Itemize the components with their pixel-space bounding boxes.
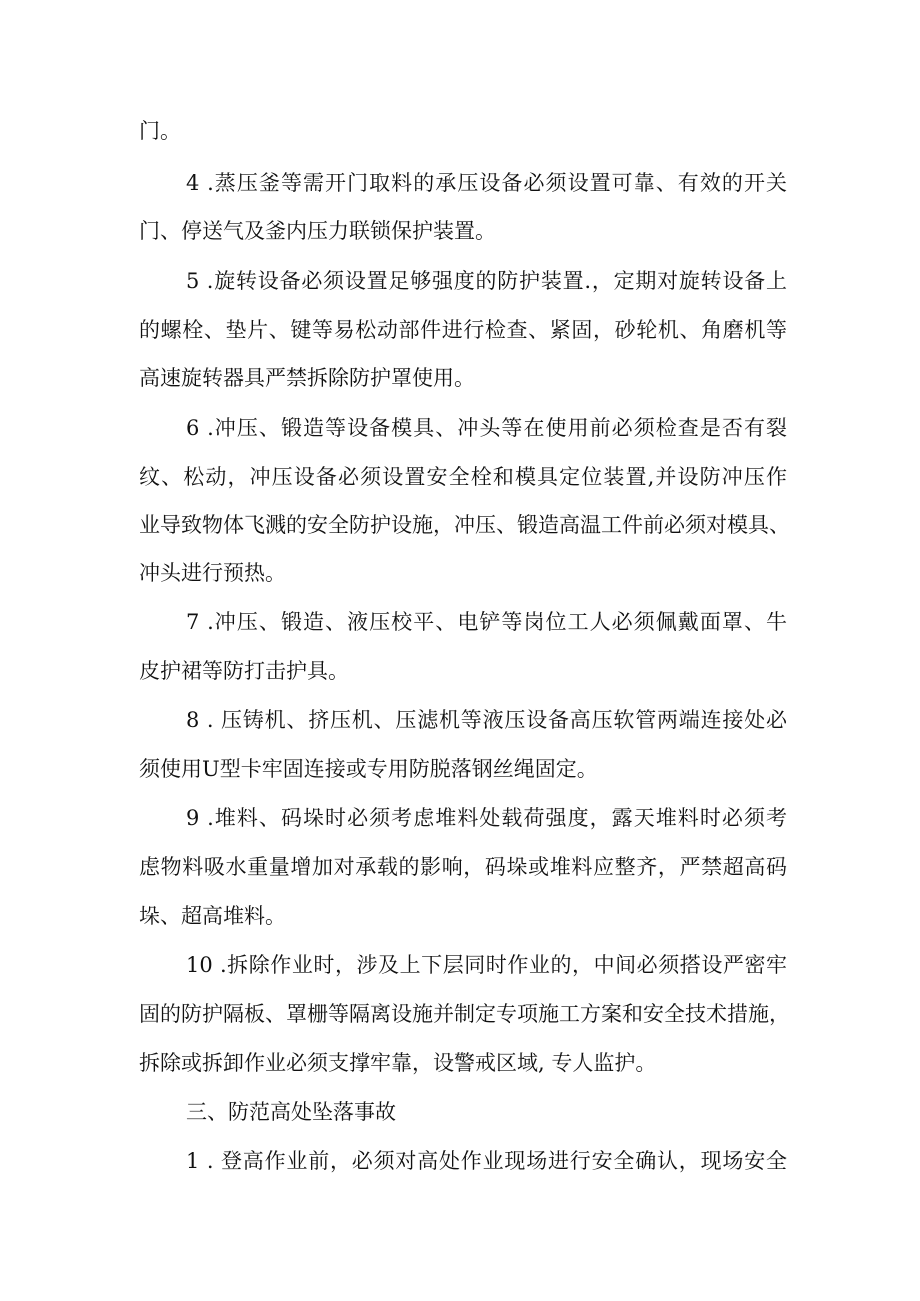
paragraph-line: 须使用U型卡牢固连接或专用防脱落钢丝绳固定。: [139, 757, 598, 781]
paragraph-line: 垛、超高堆料。: [139, 904, 286, 928]
paragraph-line: 7 .冲压、锻造、液压校平、电铲等岗位工人必须佩戴面罩、牛: [186, 610, 787, 634]
paragraph-line: 门。: [139, 119, 181, 143]
paragraph-line: 5 .旋转设备必须设置足够强度的防护装置.，定期对旋转设备上: [186, 269, 787, 293]
paragraph-line: 1 . 登高作业前，必须对高处作业现场进行安全确认，现场安全: [186, 1149, 787, 1173]
paragraph-line: 虑物料吸水重量增加对承载的影响，码垛或堆料应整齐，严禁超高码: [139, 855, 787, 879]
paragraph-line: 皮护裙等防打击护具。: [139, 659, 349, 683]
paragraph-line: 9 .堆料、码垛时必须考虑堆料处载荷强度，露天堆料时必须考: [186, 806, 787, 830]
paragraph-line: 门、停送气及釜内压力联锁保护装置。: [139, 219, 496, 243]
paragraph-line: 业导致物体飞溅的安全防护设施，冲压、锻造高温工件前必须对模具、: [139, 513, 790, 537]
paragraph-line: 固的防护隔板、罩栅等隔离设施并制定专项施工方案和安全技术措施，: [139, 1002, 790, 1026]
paragraph-line: 8 . 压铸机、挤压机、压滤机等液压设备高压软管两端连接处必: [186, 708, 787, 732]
section-heading: 三、防范高处坠落事故: [186, 1100, 396, 1124]
paragraph-line: 纹、松动，冲压设备必须设置安全栓和模具定位装置,并设防冲压作: [139, 465, 787, 489]
paragraph-line: 6 .冲压、锻造等设备模具、冲头等在使用前必须检查是否有裂: [186, 416, 787, 440]
paragraph-line: 高速旋转器具严禁拆除防护罩使用。: [139, 366, 475, 390]
paragraph-line: 的螺栓、垫片、键等易松动部件进行检查、紧固，砂轮机、角磨机等: [139, 318, 787, 342]
paragraph-line: 10 .拆除作业时，涉及上下层同时作业的，中间必须搭设严密牢: [186, 953, 787, 977]
paragraph-line: 拆除或拆卸作业必须支撑牢靠，设警戒区域, 专人监护。: [139, 1051, 657, 1075]
paragraph-line: 4 .蒸压釜等需开门取料的承压设备必须设置可靠、有效的开关: [186, 171, 787, 195]
paragraph-line: 冲头进行预热。: [139, 561, 286, 585]
